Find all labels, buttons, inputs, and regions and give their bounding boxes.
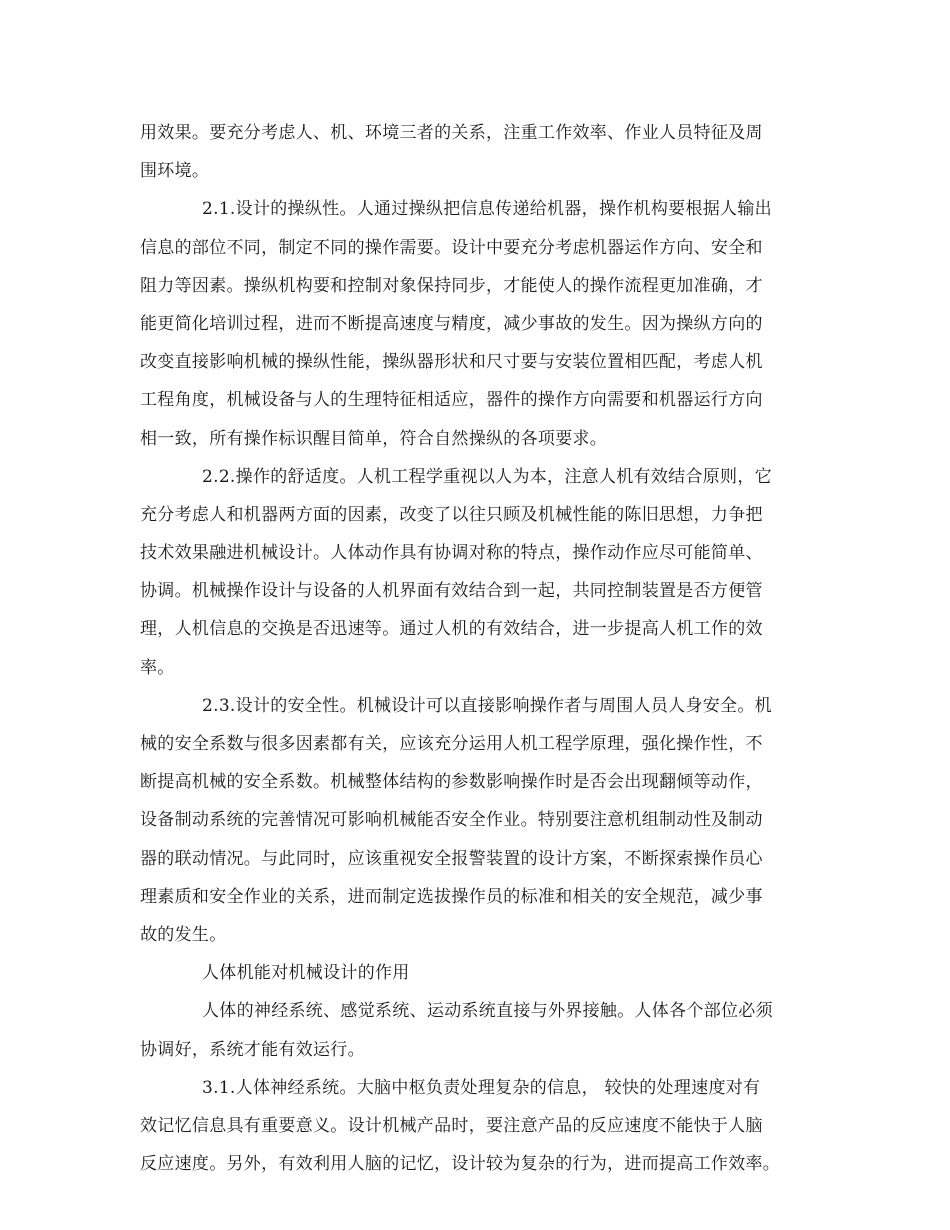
paragraph-start: 3.1.人体神经系统。大脑中枢负责处理复杂的信息， 较快的处理速度对有: [202, 1077, 761, 1098]
text-line: 相一致，所有操作标识醒目简单，符合自然操纵的各项要求。: [140, 428, 608, 449]
text-line: 理素质和安全作业的关系，进而制定选拔操作员的标准和相关的安全规范，减少事: [140, 886, 763, 907]
text-line: 器的联动情况。与此同时，应该重视安全报警装置的设计方案，不断探索操作员心: [140, 848, 763, 869]
text-line: 断提高机械的安全系数。机械整体结构的参数影响操作时是否会出现翻倾等动作，: [140, 772, 763, 793]
paragraph-start: 人体的神经系统、感觉系统、运动系统直接与外界接触。人体各个部位必须: [202, 1001, 773, 1022]
text-line: 反应速度。另外，有效利用人脑的记忆，设计较为复杂的行为，进而提高工作效率。: [140, 1154, 781, 1175]
text-line: 信息的部位不同，制定不同的操作需要。设计中要充分考虑机器运作方向、安全和: [140, 237, 763, 258]
text-line: 围环境。: [140, 161, 210, 182]
paragraph-start: 2.2.操作的舒适度。人机工程学重视以人为本，注意人机有效结合原则，它: [202, 466, 772, 487]
section-heading: 人体机能对机械设计的作用: [202, 963, 410, 984]
text-line: 改变直接影响机械的操纵性能，操纵器形状和尺寸要与安装位置相匹配，考虑人机: [140, 352, 763, 373]
text-line: 阻力等因素。操纵机构要和控制对象保持同步，才能使人的操作流程更加准确，才: [140, 275, 763, 296]
text-line: 用效果。要充分考虑人、机、环境三者的关系，注重工作效率、作业人员特征及周: [140, 123, 763, 143]
text-line: 技术效果融进机械设计。人体动作具有协调对称的特点，操作动作应尽可能简单、: [140, 543, 763, 564]
text-line: 械的安全系数与很多因素都有关，应该充分运用人机工程学原理，强化操作性，不: [140, 734, 763, 754]
text-line: 故的发生。: [140, 924, 227, 945]
paragraph-start: 2.1.设计的操纵性。人通过操纵把信息传递给机器，操作机构要根据人输出: [202, 199, 772, 220]
text-line: 效记忆信息具有重要意义。设计机械产品时，要注意产品的反应速度不能快于人脑: [140, 1115, 763, 1136]
text-line: 能更简化培训过程，进而不断提高速度与精度，减少事故的发生。因为操纵方向的: [140, 313, 763, 334]
text-line: 率。: [140, 657, 175, 678]
text-line: 工程角度，机械设备与人的生理特征相适应，器件的操作方向需要和机器运行方向: [140, 390, 763, 411]
paragraph-start: 2.3.设计的安全性。机械设计可以直接影响操作者与周围人员人身安全。机: [202, 695, 772, 716]
text-line: 协调。机械操作设计与设备的人机界面有效结合到一起，共同控制装置是否方便管: [140, 581, 763, 602]
text-line: 理，人机信息的交换是否迅速等。通过人机的有效结合，进一步提高人机工作的效: [140, 619, 763, 640]
text-line: 设备制动系统的完善情况可影响机械能否安全作业。特别要注意机组制动性及制动: [140, 810, 763, 831]
text-line: 充分考虑人和机器两方面的因素，改变了以往只顾及机械性能的陈旧思想，力争把: [140, 504, 763, 525]
text-line: 协调好，系统才能有效运行。: [140, 1039, 365, 1060]
